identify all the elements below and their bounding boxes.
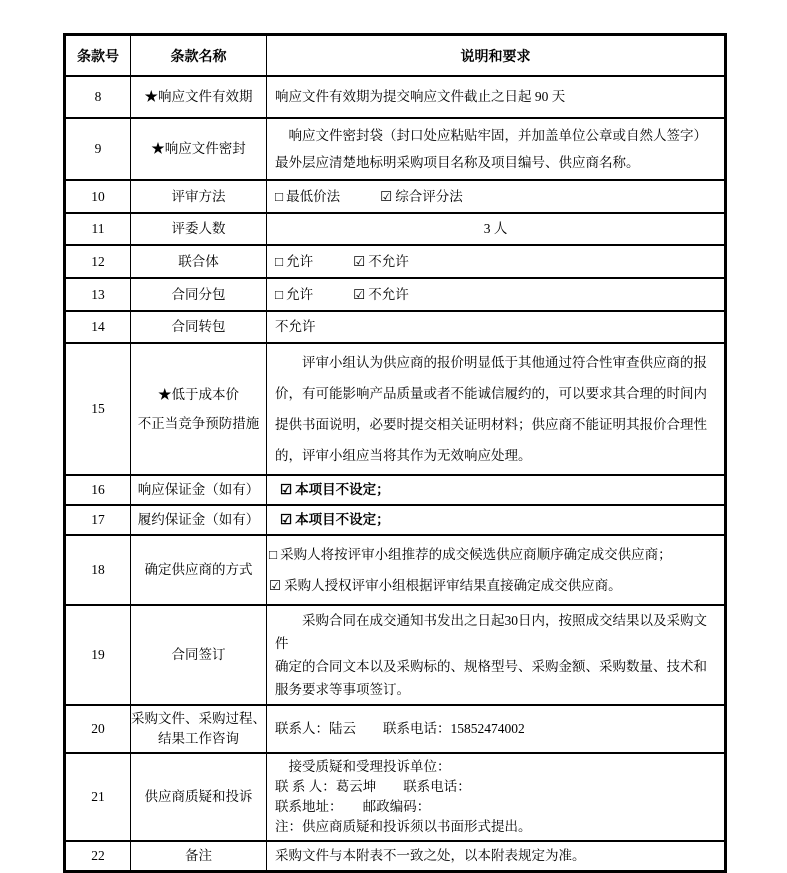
option-label: 采购人授权评审小组根据评审结果直接确定成交供应商。	[284, 578, 622, 593]
checkbox-checked-icon: ☑	[353, 286, 366, 302]
clause-number: 11	[91, 221, 105, 236]
option-label: 本项目不设定；	[295, 482, 390, 497]
checkbox-checked-icon: ☑	[280, 512, 293, 527]
table-row	[66, 534, 724, 604]
option-label: 不允许	[368, 286, 409, 302]
clause-number: 22	[91, 848, 105, 863]
table-row	[66, 704, 724, 752]
header-description: 说明和要求	[266, 36, 724, 75]
clause-name: 履约保证金（如有）	[130, 506, 266, 534]
clause-name: 评委人数	[130, 214, 266, 244]
table-row	[66, 244, 724, 277]
option-label: 不允许	[368, 253, 409, 269]
option-label: 最低价法	[286, 188, 341, 204]
clause-number: 13	[91, 286, 105, 302]
checkbox-checked-icon: ☑	[353, 253, 366, 269]
option-label: 允许	[286, 253, 314, 269]
clause-description	[266, 181, 724, 212]
complaint-note: 注：供应商质疑和投诉须以书面形式提出。	[275, 819, 532, 834]
table-row	[66, 117, 724, 179]
clause-number: 10	[91, 188, 105, 204]
clause-number: 15	[91, 401, 105, 416]
checkbox-unchecked-icon: □	[275, 253, 284, 269]
table-row	[66, 604, 724, 704]
option-no-deposit	[280, 479, 390, 501]
clause-number: 14	[91, 319, 105, 334]
clause-name: 供应商质疑和投诉	[130, 754, 266, 840]
table-row	[66, 310, 724, 342]
checkbox-checked-icon: ☑	[280, 482, 293, 497]
option-label: 采购人将按评审小组推荐的成交候选供应商顺序确定成交供应商；	[280, 547, 672, 562]
clause-description	[266, 506, 724, 534]
clause-name: 响应保证金（如有）	[130, 476, 266, 504]
option-label: 综合评分法	[395, 188, 463, 204]
clause-description: 采购合同在成交通知书发出之日起30日内，按照成交结果以及采购文件 确定的合同文本以及采购标的、规格型号、采购金额、采购数量、技术和 服务要求等事项签订。	[266, 606, 724, 704]
clause-name: 确定供应商的方式	[130, 536, 266, 604]
table-row	[66, 840, 724, 870]
clause-description: 采购文件与本附表不一致之处，以本附表规定为准。	[266, 842, 724, 870]
clause-number: 16	[91, 482, 105, 497]
option-label: 本项目不设定；	[295, 512, 390, 527]
clause-description: 3 人	[266, 214, 724, 244]
clause-description	[266, 476, 724, 504]
clause-name: 联合体	[130, 246, 266, 277]
table-header-row	[66, 36, 724, 75]
clause-description: 响应文件密封袋（封口处应粘贴牢固，并加盖单位公章或自然人签字） 最外层应清楚地标明采购项目名称及项目编号、供应商名称。	[266, 119, 724, 179]
contact-info: 联系人：陆云 联系电话：15852474002	[275, 721, 525, 736]
clause-number: 20	[91, 721, 105, 736]
clause-description	[266, 706, 724, 752]
table-row	[66, 504, 724, 534]
clause-name: ★响应文件密封	[130, 119, 266, 179]
complaint-contact: 联 系 人：葛云坤 联系电话：	[275, 779, 471, 794]
clause-number: 21	[91, 789, 105, 804]
option-label: 允许	[286, 286, 314, 302]
option-allowed	[275, 251, 313, 273]
clause-name: 合同签订	[130, 606, 266, 704]
clause-number: 9	[94, 141, 102, 156]
option-by-ranking	[269, 539, 672, 570]
table-row	[66, 342, 724, 474]
option-no-deposit	[280, 509, 390, 531]
checkbox-unchecked-icon: □	[275, 286, 284, 302]
clause-table	[63, 33, 727, 873]
option-not-allowed	[353, 284, 409, 306]
table-row	[66, 277, 724, 310]
clause-description: 评审小组认为供应商的报价明显低于其他通过符合性审查供应商的报 价，有可能影响产品质量或者不能诚信履约的，可以要求其合理的时间内 提供书面说明，必要时提交相关证明材料；供应商不能证明其报价合理性 的，评审小组应当将其作为无效响应处理。	[266, 344, 724, 474]
clause-description: 接受质疑和受理投诉单位： 联 系 人：葛云坤 联系电话： 联系地址： 邮政编码： 注：供应商质疑和投诉须以书面形式提出。	[266, 754, 724, 840]
clause-description: 不允许	[266, 312, 724, 342]
clause-description	[266, 279, 724, 310]
table-row	[66, 179, 724, 212]
header-clause-name: 条款名称	[130, 36, 266, 75]
clause-description	[266, 536, 724, 604]
clause-number: 19	[91, 647, 105, 662]
option-lowest-price	[275, 186, 340, 208]
clause-name: 备注	[130, 842, 266, 870]
checkbox-unchecked-icon: □	[269, 547, 278, 562]
header-clause-number: 条款号	[77, 49, 119, 65]
clause-name: ★响应文件有效期	[130, 77, 266, 117]
option-comprehensive-scoring	[380, 186, 463, 208]
clause-number: 8	[94, 89, 102, 104]
clause-description	[266, 246, 724, 277]
clause-number: 18	[91, 562, 105, 577]
clause-description: 响应文件有效期为提交响应文件截止之日起 90 天	[266, 77, 724, 117]
table-row	[66, 212, 724, 244]
table-row	[66, 752, 724, 840]
clause-name: 合同分包	[130, 279, 266, 310]
option-not-allowed	[353, 251, 409, 273]
clause-name: 合同转包	[130, 312, 266, 342]
option-direct-determination	[269, 570, 622, 601]
complaint-address: 联系地址： 邮政编码：	[275, 799, 431, 814]
option-allowed	[275, 284, 313, 306]
clause-name: ★低于成本价 不正当竞争预防措施	[130, 344, 266, 474]
table-row	[66, 474, 724, 504]
clause-name: 评审方法	[130, 181, 266, 212]
checkbox-checked-icon: ☑	[269, 578, 282, 593]
clause-number: 12	[91, 253, 105, 269]
table-row	[66, 75, 724, 117]
checkbox-checked-icon: ☑	[380, 188, 393, 204]
clause-number: 17	[91, 512, 105, 527]
checkbox-unchecked-icon: □	[275, 188, 284, 204]
clause-name: 采购文件、采购过程、 结果工作咨询	[130, 706, 266, 752]
